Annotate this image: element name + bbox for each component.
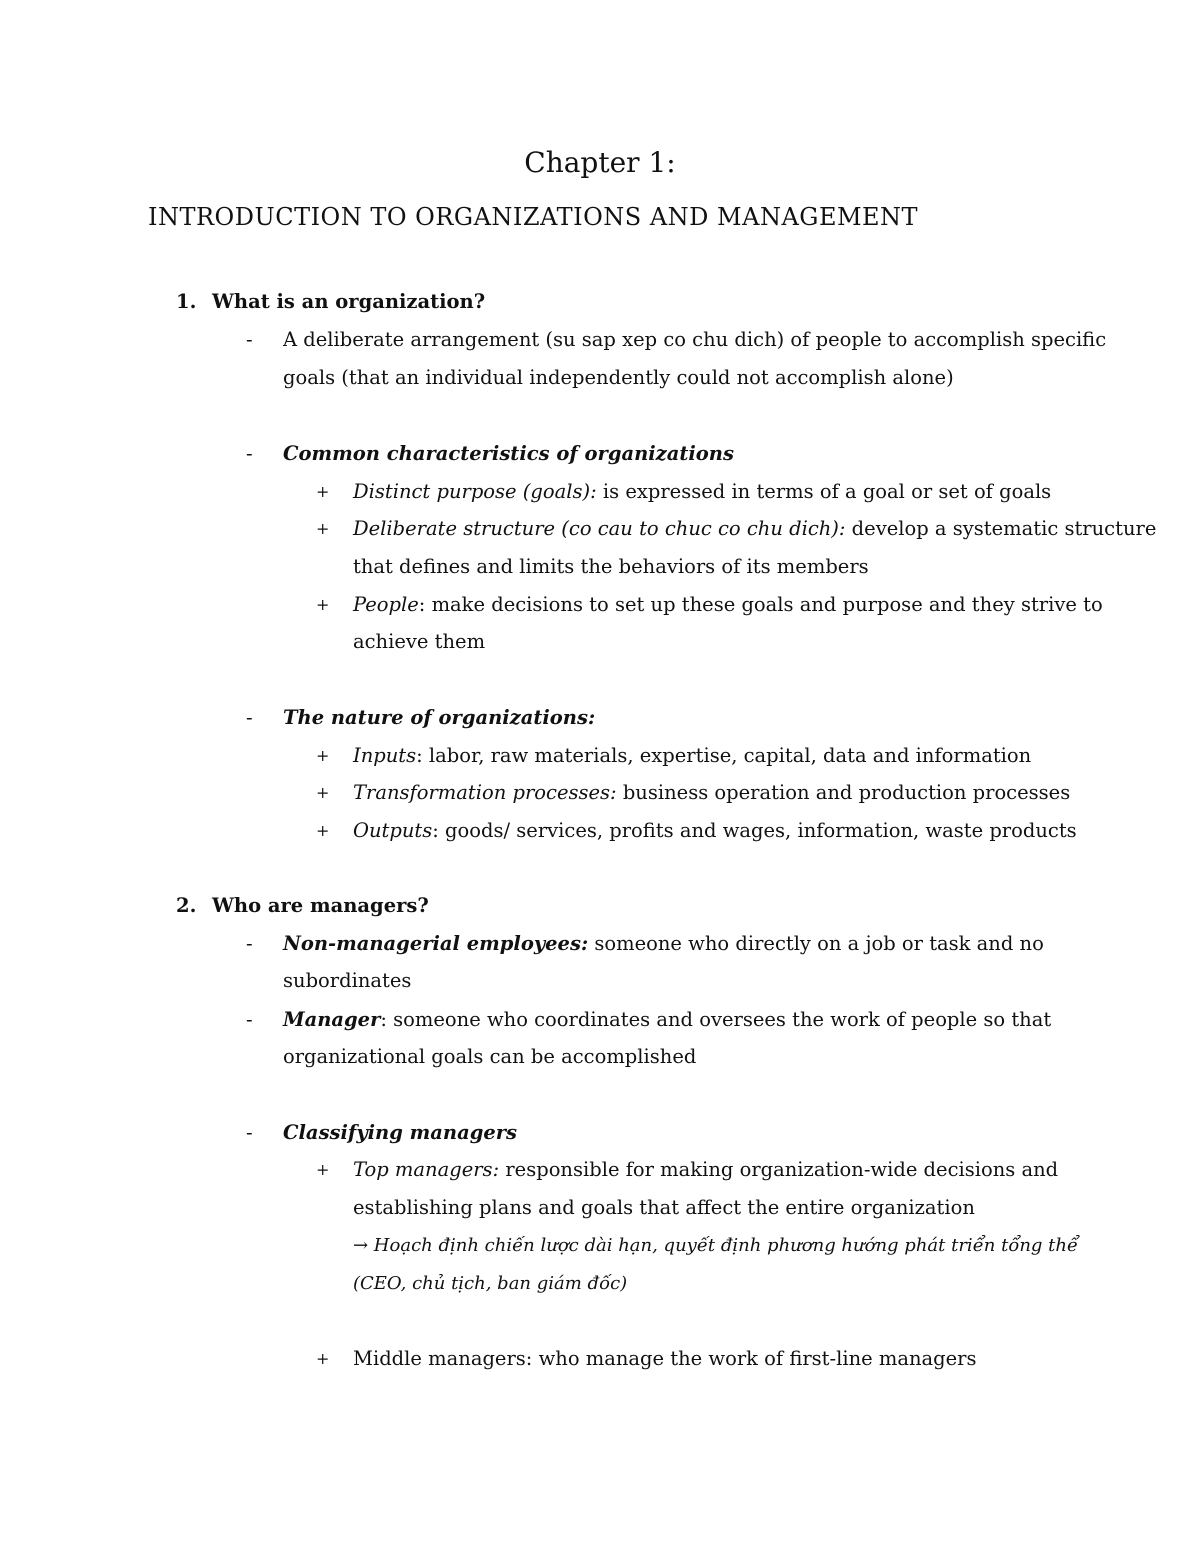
- people-text: : make decisions to set up these goals and purpose and they strive to: [418, 593, 1103, 616]
- distinct-purpose-text: is expressed in terms of a goal or set of goals: [596, 480, 1052, 503]
- deliberate-structure-text: develop a systematic structure: [845, 517, 1157, 540]
- top-managers-vietnamese-note: → Hoạch định chiến lược dài hạn, quyết định phương hướng phát triển tổng thể: [353, 1235, 1079, 1256]
- top-managers-line-2: establishing plans and goals that affect the entire organization: [353, 1196, 975, 1219]
- inputs-text: : labor, raw materials, expertise, capital, data and information: [416, 744, 1032, 767]
- top-managers-examples: (CEO, chủ tịch, ban giám đốc): [353, 1273, 628, 1294]
- manager-item: [283, 1008, 1051, 1032]
- distinct-purpose-term: Distinct purpose (goals):: [353, 480, 597, 503]
- deliberate-structure-line-2: that defines and limits the behaviors of its members: [353, 555, 869, 578]
- deliberate-structure-item: [353, 517, 1156, 541]
- plus-bullet: +: [316, 519, 330, 538]
- manager-term: Manager: [283, 1008, 381, 1031]
- distinct-purpose-item: [353, 480, 1051, 504]
- chapter-subtitle: INTRODUCTION TO ORGANIZATIONS AND MANAGEMENT: [148, 203, 919, 231]
- plus-bullet: +: [316, 595, 330, 614]
- non-managerial-line-2: subordinates: [283, 969, 412, 992]
- non-managerial-term: Non-managerial employees:: [283, 932, 589, 955]
- nature-of-organizations-heading: The nature of organizations:: [283, 706, 596, 729]
- manager-line-2: organizational goals can be accomplished: [283, 1045, 697, 1068]
- organization-definition-line-2: goals (that an individual independently could not accomplish alone): [283, 366, 954, 389]
- people-line-2: achieve them: [353, 630, 486, 653]
- section-1-number: 1.: [176, 290, 197, 313]
- people-term: People: [353, 593, 419, 616]
- plus-bullet: +: [316, 1349, 330, 1368]
- inputs-item: [353, 744, 1031, 768]
- common-characteristics-heading: Common characteristics of organizations: [283, 442, 734, 465]
- dash-bullet: -: [246, 1008, 253, 1031]
- middle-managers-item: Middle managers: who manage the work of first-line managers: [353, 1347, 977, 1370]
- deliberate-structure-term: Deliberate structure (co cau to chuc co chu dich):: [353, 517, 846, 540]
- plus-bullet: +: [316, 1160, 330, 1179]
- plus-bullet: +: [316, 783, 330, 802]
- non-managerial-text: someone who directly on a job or task and no: [588, 932, 1044, 955]
- dash-bullet: -: [246, 328, 253, 351]
- chapter-title: Chapter 1:: [524, 146, 676, 179]
- dash-bullet: -: [246, 442, 253, 465]
- section-2-number: 2.: [176, 894, 197, 917]
- dash-bullet: -: [246, 932, 253, 955]
- dash-bullet: -: [246, 1121, 253, 1144]
- transformation-item: [353, 781, 1070, 805]
- section-1-heading: What is an organization?: [212, 290, 486, 313]
- outputs-term: Outputs: [353, 819, 433, 842]
- manager-text: : someone who coordinates and oversees the work of people so that: [380, 1008, 1052, 1031]
- transformation-term: Transformation processes:: [353, 781, 617, 804]
- non-managerial-item: [283, 932, 1044, 956]
- top-managers-term: Top managers:: [353, 1158, 500, 1181]
- inputs-term: Inputs: [353, 744, 417, 767]
- top-managers-text: responsible for making organization-wide decisions and: [499, 1158, 1059, 1181]
- outputs-text: : goods/ services, profits and wages, information, waste products: [432, 819, 1077, 842]
- plus-bullet: +: [316, 821, 330, 840]
- section-2-heading: Who are managers?: [212, 894, 429, 917]
- outputs-item: [353, 819, 1077, 843]
- plus-bullet: +: [316, 482, 330, 501]
- classifying-managers-heading: Classifying managers: [283, 1121, 518, 1144]
- dash-bullet: -: [246, 706, 253, 729]
- people-item: [353, 593, 1103, 617]
- plus-bullet: +: [316, 746, 330, 765]
- top-managers-item: [353, 1158, 1058, 1182]
- organization-definition-line-1: A deliberate arrangement (su sap xep co chu dich) of people to accomplish specific: [283, 328, 1107, 351]
- transformation-text: business operation and production processes: [616, 781, 1071, 804]
